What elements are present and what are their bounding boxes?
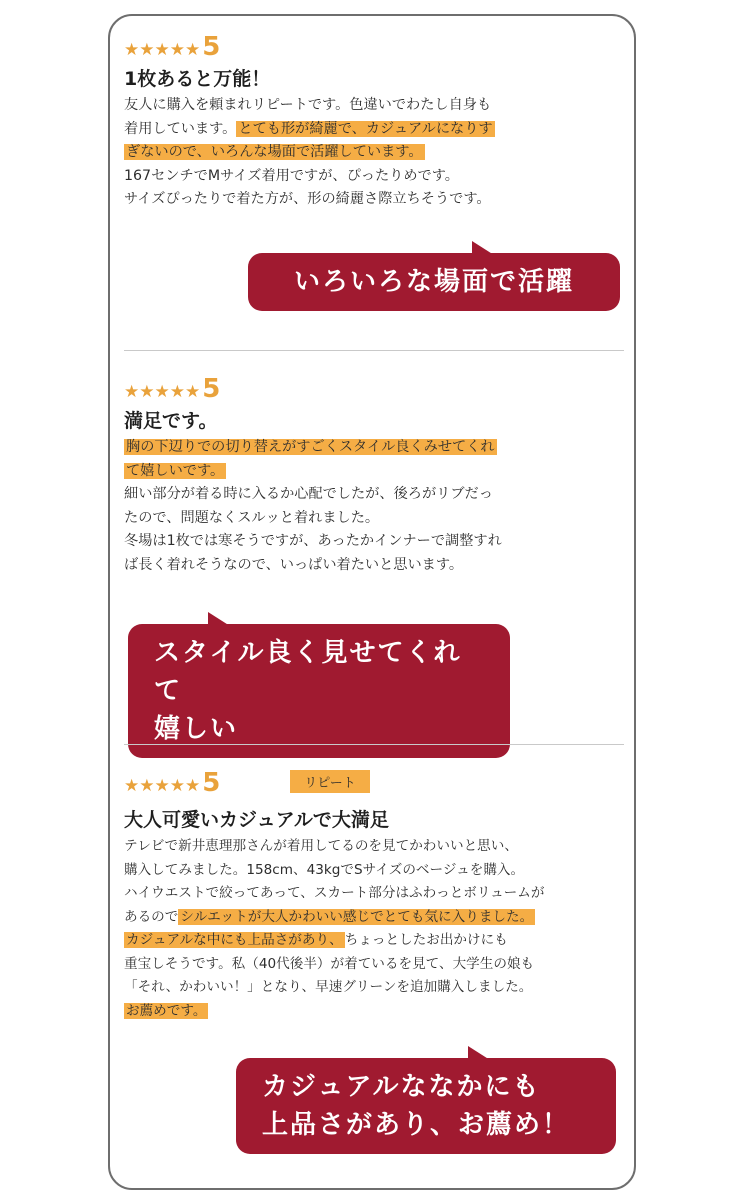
rating-score: 5 — [202, 768, 221, 798]
rating-score: 5 — [202, 32, 221, 62]
review-line — [124, 460, 624, 484]
review-text: テレビで新井恵理那さんが着用してるのを見てかわいいと思い、 — [124, 838, 518, 854]
divider — [124, 350, 624, 351]
review-line — [124, 118, 624, 142]
review-line — [124, 141, 624, 165]
review-text: たので、問題なくスルッと着れました。 — [124, 509, 380, 526]
review-text: あるので — [124, 908, 179, 925]
highlighted-text: お薦めです。 — [126, 1002, 207, 1019]
highlighted-text: て嬉しいです。 — [126, 462, 225, 479]
review-text: 冬場は1枚では寒そうですが、あったかインナーで調整すれ — [124, 533, 502, 549]
review-text: ハイウエストで絞ってあって、スカート部分はふわっとボリュームが — [124, 885, 545, 901]
review-line — [124, 835, 624, 859]
review-text: 「それ、かわいい！」となり、早速グリーンを追加購入しました。 — [124, 979, 533, 995]
review-text: ば長く着れそうなので、いっぱい着たいと思います。 — [124, 556, 464, 573]
review-text: 細い部分が着る時に入るか心配でしたが、後ろがリブだっ — [124, 486, 493, 502]
rating — [124, 770, 624, 797]
review-item — [124, 34, 624, 212]
rating-score: 5 — [202, 374, 221, 404]
callout-text: スタイル良く見せてくれて — [154, 638, 462, 706]
review-item — [124, 770, 624, 1023]
review-text: ちょっとしたお出かけにも — [344, 932, 508, 948]
callout-bubble — [248, 253, 620, 311]
review-line — [124, 188, 624, 212]
highlighted-text: とても形が綺麗で、カジュアルになりす — [238, 120, 493, 137]
review-title: 大人可愛いカジュアルで大満足 — [124, 809, 389, 831]
review-card — [108, 14, 636, 1190]
rating — [124, 376, 624, 402]
review-line — [124, 882, 624, 906]
star-rating-icon: ★★★★★ — [124, 40, 201, 60]
rating — [124, 34, 624, 60]
review-line — [124, 906, 624, 930]
review-line — [124, 929, 624, 953]
review-line — [124, 436, 624, 460]
review-title: 満足です。 — [124, 410, 218, 432]
review-line — [124, 483, 624, 507]
review-text: 重宝しそうです。私（40代後半）が着ているを見て、大学生の娘も — [124, 955, 535, 972]
review-body — [124, 436, 624, 577]
review-line — [124, 859, 624, 883]
review-line — [124, 554, 624, 578]
highlighted-text: カジュアルな中にも上品さがあり、 — [126, 932, 343, 948]
review-line — [124, 1000, 624, 1024]
star-rating-icon: ★★★★★ — [124, 776, 201, 796]
review-line — [124, 953, 624, 977]
review-item — [124, 376, 624, 577]
star-rating-icon: ★★★★★ — [124, 382, 201, 402]
review-line — [124, 507, 624, 531]
review-title: 1枚あると万能！ — [124, 68, 271, 90]
review-text: 購入してみました。158cm、43kgでSサイズのベージュを購入。 — [124, 861, 525, 878]
review-line — [124, 530, 624, 554]
highlighted-text: 胸の下辺りでの切り替えがすごくスタイル良くみせてくれ — [126, 439, 495, 455]
callout-text: 上品さがあり、お薦め！ — [262, 1110, 571, 1140]
review-body — [124, 835, 624, 1023]
review-line — [124, 976, 624, 1000]
review-text: 167センチでMサイズ着用ですが、ぴったりめです。 — [124, 167, 459, 184]
review-text: 着用しています。 — [124, 120, 237, 137]
highlighted-text: シルエットが大人かわいい感じでとても気に入りました。 — [180, 908, 534, 925]
repeat-badge: リピート — [290, 770, 369, 793]
callout-bubble — [236, 1058, 616, 1154]
divider — [124, 744, 624, 745]
review-line — [124, 165, 624, 189]
callout-bubble — [128, 624, 510, 758]
callout-text: 嬉しい — [154, 714, 239, 744]
callout-text: カジュアルななかにも — [262, 1072, 541, 1102]
review-text: サイズぴったりで着た方が、形の綺麗さ際立ちそうです。 — [124, 191, 491, 207]
highlighted-text: ぎないので、いろんな場面で活躍しています。 — [126, 144, 423, 160]
review-text: 友人に購入を頼まれリピートです。色違いでわたし自身も — [124, 97, 492, 113]
callout-text: いろいろな場面で活躍 — [293, 267, 574, 297]
review-body — [124, 94, 624, 212]
review-line — [124, 94, 624, 118]
